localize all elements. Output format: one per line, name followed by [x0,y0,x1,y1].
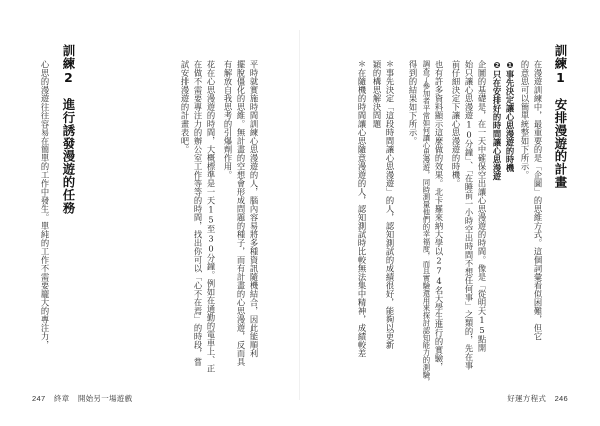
chapter-label: 終章 [53,394,70,403]
text-column: 試安排漫遊的計畫表吧。 [180,60,190,154]
text-column: 有解放自我思考的引爆劑作用。 [223,60,233,179]
bullet-note: 穎的構思解決問題 [372,60,382,128]
numbered-point: ❷只在安排好的時間讓心思漫遊 [492,60,502,181]
folio-right [507,393,574,404]
text-column: 在做不需要專注力的辦公室工作等等的時間，找出你可以「心不在焉」的時段，嘗 [193,60,203,366]
text-column: 的意思可以簡單統整如下所示。 [520,60,530,179]
section-heading: 訓練2 進行誘發漫遊的任務 [61,44,76,215]
right-page [300,0,600,426]
running-title: 好運方程式 [507,394,547,403]
text-column: 也有許多資料顯示這麼做的效果。北卡羅來納大學以274名大學生進行的實驗， [434,60,444,372]
numbered-point: ❶事先決定讓心思漫遊的時機 [505,60,515,173]
text-column: 得到的結果如下所示。 [408,60,418,145]
section-heading: 訓練1 安排漫遊的計畫 [553,44,568,189]
text-column: 平時就實施時間訓練心思漫遊的人，腦內容易將多種資訊隨機結合，因此能順利 [249,60,259,358]
running-title: 開始另一場遊戲 [77,394,133,403]
bullet-note: ＊事先決定「這段時間讓心思漫遊」的人，認知測試的成績很好，能夠以更新 [385,60,395,349]
text-column: 在漫遊訓練中，最重要的是「企圖」的思維方式。這個詞彙看似困難，但它 [533,60,543,341]
folio-left [26,393,132,404]
text-column: 企圖的基礎是，在一天中確保空出讓心思漫遊的時間。像是「從明天15點開 [477,60,487,353]
text-column: 心思的漫遊往往容易在簡單的工作中發生。單純的工作不需要龐大的專注力， [40,60,50,349]
text-column: 始只讓心思漫遊10分鐘」、「在睡前一小時空出時間不想任何事」之類的，先在事 [464,60,474,370]
text-column: 前仔細決定下讓心思漫遊的時機。 [451,60,461,188]
text-column: 擺脫僵化的思維。無計畫的空想會形成問題的種子，而有計畫的心思漫遊，反而具 [236,60,246,366]
page-number: 247 [32,394,46,403]
page-number: 246 [554,394,568,403]
bullet-note: ＊在隨機的時間讓心思隨意漫遊的人，認知測試時比較無法集中精神，成績較差 [357,60,367,358]
text-column: 花在心思漫遊的時間，大概標準是一天15至30分鐘。例如在通勤的電車上、正 [206,60,216,373]
text-column: 調查了參加者平常如何讓心思漫遊，同時測量他們的幸福度，而且實驗還用來探討認知能力的測驗， [422,60,431,386]
